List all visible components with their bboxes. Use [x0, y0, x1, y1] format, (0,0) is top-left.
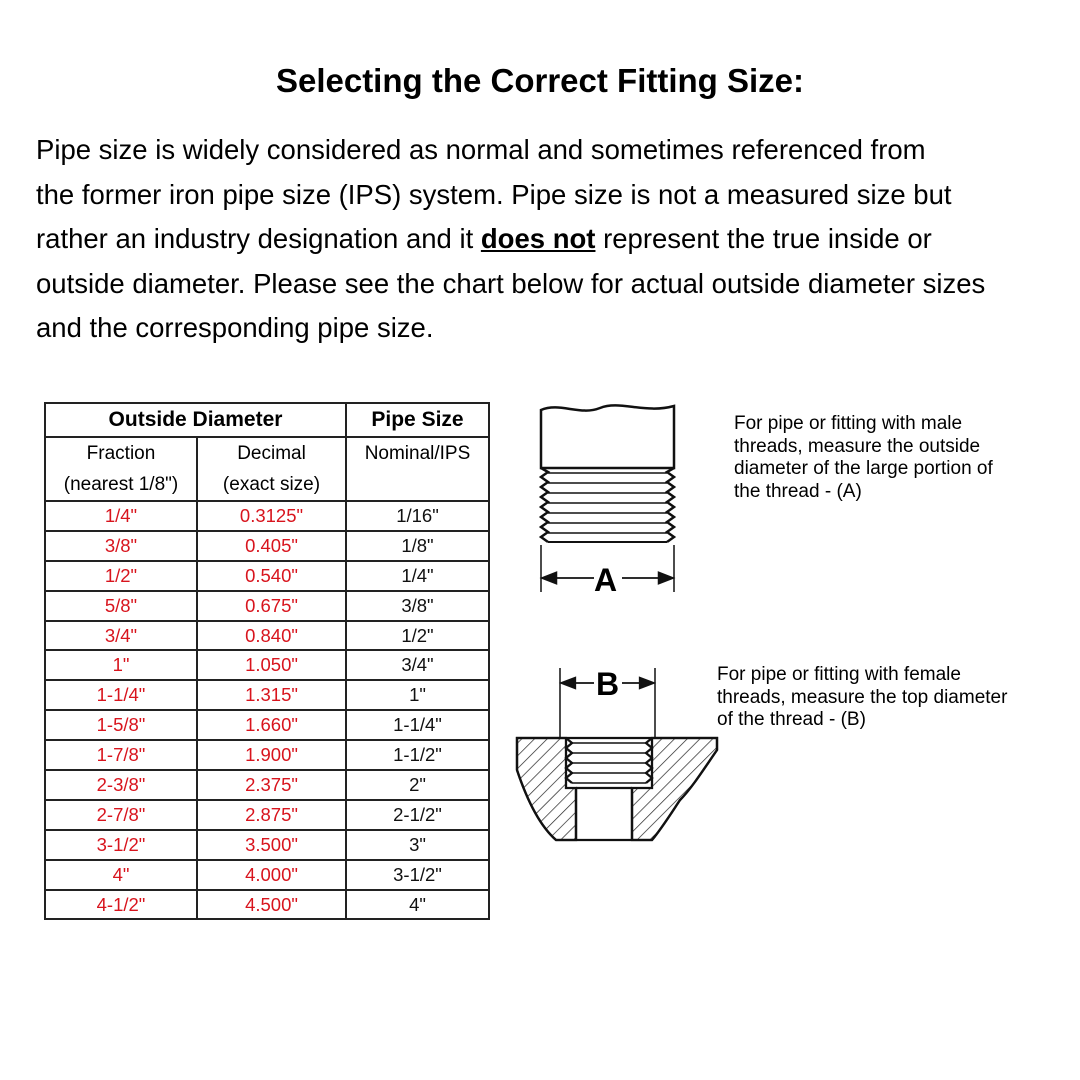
intro-text: rather an industry designation and it — [36, 223, 481, 255]
pipe-cell: 1/8" — [346, 531, 489, 561]
fraction-cell: 1-5/8" — [45, 710, 197, 740]
intro-line: outside diameter. Please see the chart below for actual outside diameter sizes — [36, 267, 986, 299]
pipe-cell: 3/4" — [346, 650, 489, 680]
decimal-cell: 1.900" — [197, 740, 346, 770]
note-line: of the thread - (B) — [717, 709, 866, 730]
fraction-cell: 4" — [45, 860, 197, 890]
note-line: the thread - (A) — [734, 480, 862, 502]
fraction-cell: 1-7/8" — [45, 740, 197, 770]
pipe-cell: 2-1/2" — [346, 800, 489, 830]
decimal-cell: 4.000" — [197, 860, 346, 890]
fraction-cell: 3/4" — [45, 621, 197, 651]
pipe-cell: 1/2" — [346, 621, 489, 651]
intro-line: and the corresponding pipe size. — [36, 312, 434, 344]
decimal-cell: 0.540" — [197, 561, 346, 591]
decimal-cell: 2.875" — [197, 800, 346, 830]
decimal-cell: 1.315" — [197, 680, 346, 710]
decimal-cell: 0.405" — [197, 531, 346, 561]
fraction-header-sub: (nearest 1/8") — [63, 474, 179, 495]
pipe-cell: 3" — [346, 830, 489, 860]
label-a: A — [594, 562, 618, 598]
intro-text: represent the true inside or — [595, 223, 932, 255]
pipe-size-header: Pipe Size — [346, 403, 489, 437]
fraction-cell: 4-1/2" — [45, 890, 197, 920]
pipe-cell: 1/16" — [346, 501, 489, 531]
fraction-cell: 1-1/4" — [45, 680, 197, 710]
pipe-cell: 1-1/4" — [346, 710, 489, 740]
pipe-cell: 3/8" — [346, 591, 489, 621]
fraction-header-label: Fraction — [86, 443, 156, 464]
fraction-cell: 1/2" — [45, 561, 197, 591]
decimal-cell: 2.375" — [197, 770, 346, 800]
pipe-cell: 1/4" — [346, 561, 489, 591]
decimal-cell: 0.3125" — [197, 501, 346, 531]
fraction-cell: 2-3/8" — [45, 770, 197, 800]
note-line: threads, measure the top diameter — [717, 686, 1008, 708]
decimal-cell: 4.500" — [197, 890, 346, 920]
note-line: threads, measure the outside — [734, 435, 981, 457]
decimal-header-label: Decimal — [237, 443, 306, 464]
decimal-cell: 3.500" — [197, 830, 346, 860]
fraction-cell: 3-1/2" — [45, 830, 197, 860]
note-line: For pipe or fitting with female — [717, 664, 961, 685]
decimal-cell: 0.675" — [197, 591, 346, 621]
pipe-cell: 1" — [346, 680, 489, 710]
emphasis-does-not: does not — [480, 223, 596, 255]
pipe-cell: 4" — [346, 890, 489, 920]
fraction-cell: 5/8" — [45, 591, 197, 621]
intro-line: Pipe size is widely considered as normal and sometimes referenced from — [36, 134, 926, 165]
decimal-cell: 1.050" — [197, 650, 346, 680]
decimal-header-sub: (exact size) — [222, 474, 321, 495]
decimal-cell: 1.660" — [197, 710, 346, 740]
intro-line: the former iron pipe size (IPS) system. Pipe size is not a measured size but — [36, 178, 952, 210]
page-title: Selecting the Correct Fitting Size: — [275, 62, 805, 99]
label-b: B — [596, 666, 620, 702]
fraction-cell: 1/4" — [45, 501, 197, 531]
fraction-cell: 2-7/8" — [45, 800, 197, 830]
note-line: For pipe or fitting with male — [734, 413, 963, 434]
nominal-header-label: Nominal/IPS — [364, 443, 471, 464]
fraction-cell: 1" — [45, 650, 197, 680]
outside-diameter-header: Outside Diameter — [45, 403, 346, 437]
pipe-cell: 3-1/2" — [346, 860, 489, 890]
note-line: diameter of the large portion of — [734, 458, 993, 479]
decimal-cell: 0.840" — [197, 621, 346, 651]
pipe-cell: 2" — [346, 770, 489, 800]
pipe-cell: 1-1/2" — [346, 740, 489, 770]
fraction-cell: 3/8" — [45, 531, 197, 561]
